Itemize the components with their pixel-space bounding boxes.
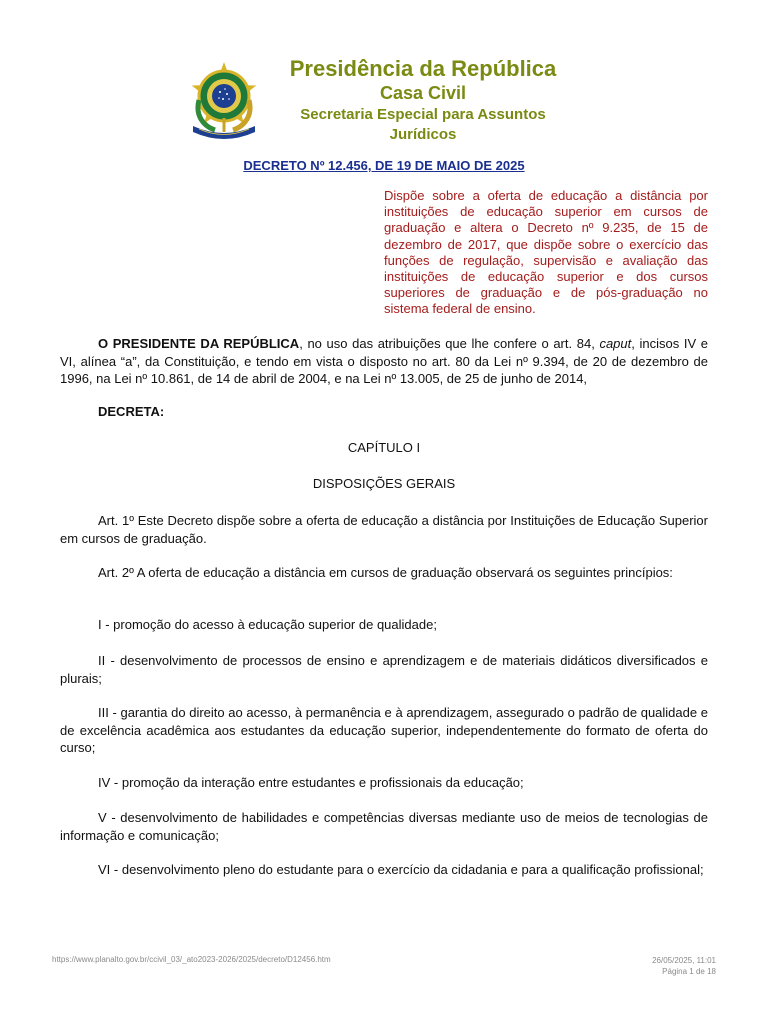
- article-2-item-vi: VI - desenvolvimento pleno do estudante para o exercício da cidadania e para a qualificação profissional;: [98, 862, 704, 877]
- footer-meta: [652, 955, 716, 977]
- article-2-item-iii: III - garantia do direito ao acesso, à permanência e à aprendizagem, assegurado o padrão de qualidade e de excelência acadêmica aos estudantes da educação superior, independentemente do formato de oferta do curso;: [60, 705, 708, 755]
- preamble-text-2: , incisos IV e VI, alínea “a”, da Constituição, e tendo em vista o disposto no art. 80 da Lei nº 9.394, de 20 de dezembro de 1996, na Lei nº 10.861, de 14 de abril de 2004, e na Lei nº 13.005, de 25 de junho de 2014,: [60, 336, 708, 386]
- article-2-item-ii: II - desenvolvimento de processos de ensino e aprendizagem e de materiais didáticos diversificados e plurais;: [60, 653, 708, 686]
- header-subtitle: Casa Civil: [379, 83, 467, 103]
- decreta-heading: DECRETA:: [98, 404, 165, 419]
- decree-ementa: Dispõe sobre a oferta de educação a distância por instituições de educação superior em cursos de graduação e altera o Decreto nº 9.235, de 15 de dezembro de 2017, que dispõe sobre o exercício das funções de regulação, supervisão e avaliação das instituições de educação superior e dos cursos superiores de graduação e de pós-graduação no sistema federal de ensino.: [384, 188, 708, 317]
- article-1: Art. 1º Este Decreto dispõe sobre a oferta de educação a distância por Instituições de Educação Superior em cursos de graduação.: [60, 513, 708, 546]
- header-title: Presidência da República: [289, 56, 557, 81]
- preamble-text-1: , no uso das atribuições que lhe confere o art. 84,: [299, 336, 600, 351]
- chapter-title: DISPOSIÇÕES GERAIS: [312, 476, 456, 491]
- footer-datetime: 26/05/2025, 11:01: [652, 956, 716, 965]
- brazil-coat-of-arms-icon: [185, 60, 263, 140]
- footer-url: https://www.planalto.gov.br/ccivil_03/_ato2023-2026/2025/decreto/D12456.htm: [52, 955, 331, 964]
- decree-title-link[interactable]: DECRETO Nº 12.456, DE 19 DE MAIO DE 2025: [243, 158, 525, 173]
- preamble-paragraph: [60, 335, 708, 388]
- preamble-italic: caput: [599, 336, 632, 351]
- header-secretariat-line1: Secretaria Especial para Assuntos: [300, 106, 546, 123]
- article-2: Art. 2º A oferta de educação a distância em cursos de graduação observará os seguintes princípios:: [98, 565, 673, 580]
- article-2-item-iv: IV - promoção da interação entre estudantes e profissionais da educação;: [98, 775, 524, 790]
- chapter-heading: CAPÍTULO I: [347, 440, 421, 455]
- article-2-item-v: V - desenvolvimento de habilidades e competências diversas mediante uso de meios de tecnologias de informação e comunicação;: [60, 810, 708, 843]
- article-2-item-i: I - promoção do acesso à educação superior de qualidade;: [98, 617, 437, 632]
- header-secretariat-line2: Jurídicos: [389, 126, 457, 143]
- preamble-lead: O PRESIDENTE DA REPÚBLICA: [98, 336, 300, 351]
- footer-page-number: Página 1 de 18: [662, 967, 716, 976]
